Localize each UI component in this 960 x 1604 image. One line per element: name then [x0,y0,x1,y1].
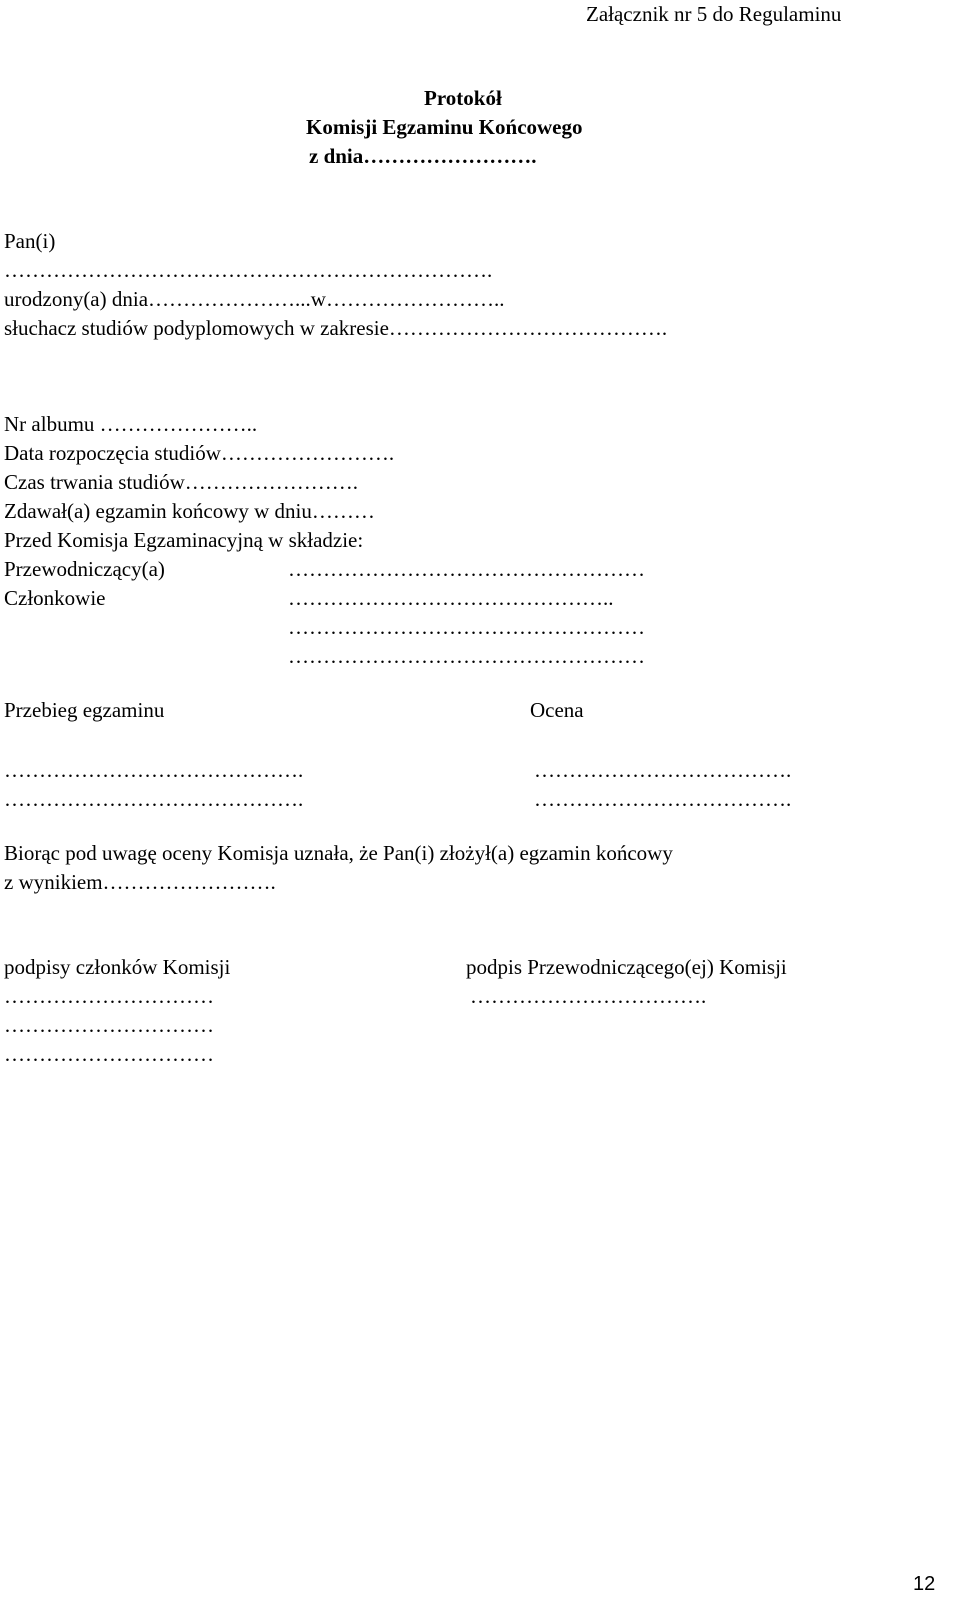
course-dots-2[interactable]: ……………………………………. [4,787,304,811]
duration-line[interactable]: Czas trwania studiów……………………. [4,470,359,494]
grade-label: Ocena [530,698,584,722]
signatures-chair-label: podpis Przewodniczącego(ej) Komisji [466,955,787,979]
member1-dots[interactable]: ……………………………………….. [288,586,614,610]
grade-dots-1[interactable]: ………………………………. [534,758,792,782]
member3-dots[interactable]: …………………………………………… [288,644,645,668]
signature-member-dots-3[interactable]: ………………………… [4,1042,214,1066]
chair-label: Przewodniczący(a) [4,557,165,581]
course-dots-1[interactable]: ……………………………………. [4,758,304,782]
name-dots[interactable]: ……………………………………………………………. [4,258,493,282]
conclusion-line-1: Biorąc pod uwagę oceny Komisja uznała, że Pan(i) złożył(a) egzamin końcowy [4,841,673,865]
title-protocol: Protokół [424,86,502,110]
annex-header: Załącznik nr 5 do Regulaminu [586,2,842,26]
conclusion-line-2[interactable]: z wynikiem……………………. [4,870,276,894]
born-line[interactable]: urodzony(a) dnia…………………...w…………………….. [4,287,505,311]
signatures-members-label: podpisy członków Komisji [4,955,231,979]
signature-member-dots-2[interactable]: ………………………… [4,1013,214,1037]
program-line[interactable]: słuchacz studiów podyplomowych w zakresie…………………………………. [4,316,668,340]
pan-label: Pan(i) [4,229,56,253]
signature-chair-dots[interactable]: ……………………………. [470,984,707,1008]
course-label: Przebieg egzaminu [4,698,165,722]
album-line[interactable]: Nr albumu ………………….. [4,412,258,436]
committee-line: Przed Komisja Egzaminacyjną w składzie: [4,528,364,552]
title-committee: Komisji Egzaminu Końcowego [306,115,583,139]
members-label: Członkowie [4,586,106,610]
grade-dots-2[interactable]: ………………………………. [534,787,792,811]
member2-dots[interactable]: …………………………………………… [288,615,645,639]
signature-member-dots-1[interactable]: ………………………… [4,984,214,1008]
page-number: 12 [913,1573,936,1595]
start-line[interactable]: Data rozpoczęcia studiów……………………. [4,441,395,465]
chair-dots[interactable]: …………………………………………… [288,557,645,581]
exam-date-line[interactable]: Zdawał(a) egzamin końcowy w dniu……… [4,499,375,523]
title-date: z dnia……………………. [309,144,537,168]
